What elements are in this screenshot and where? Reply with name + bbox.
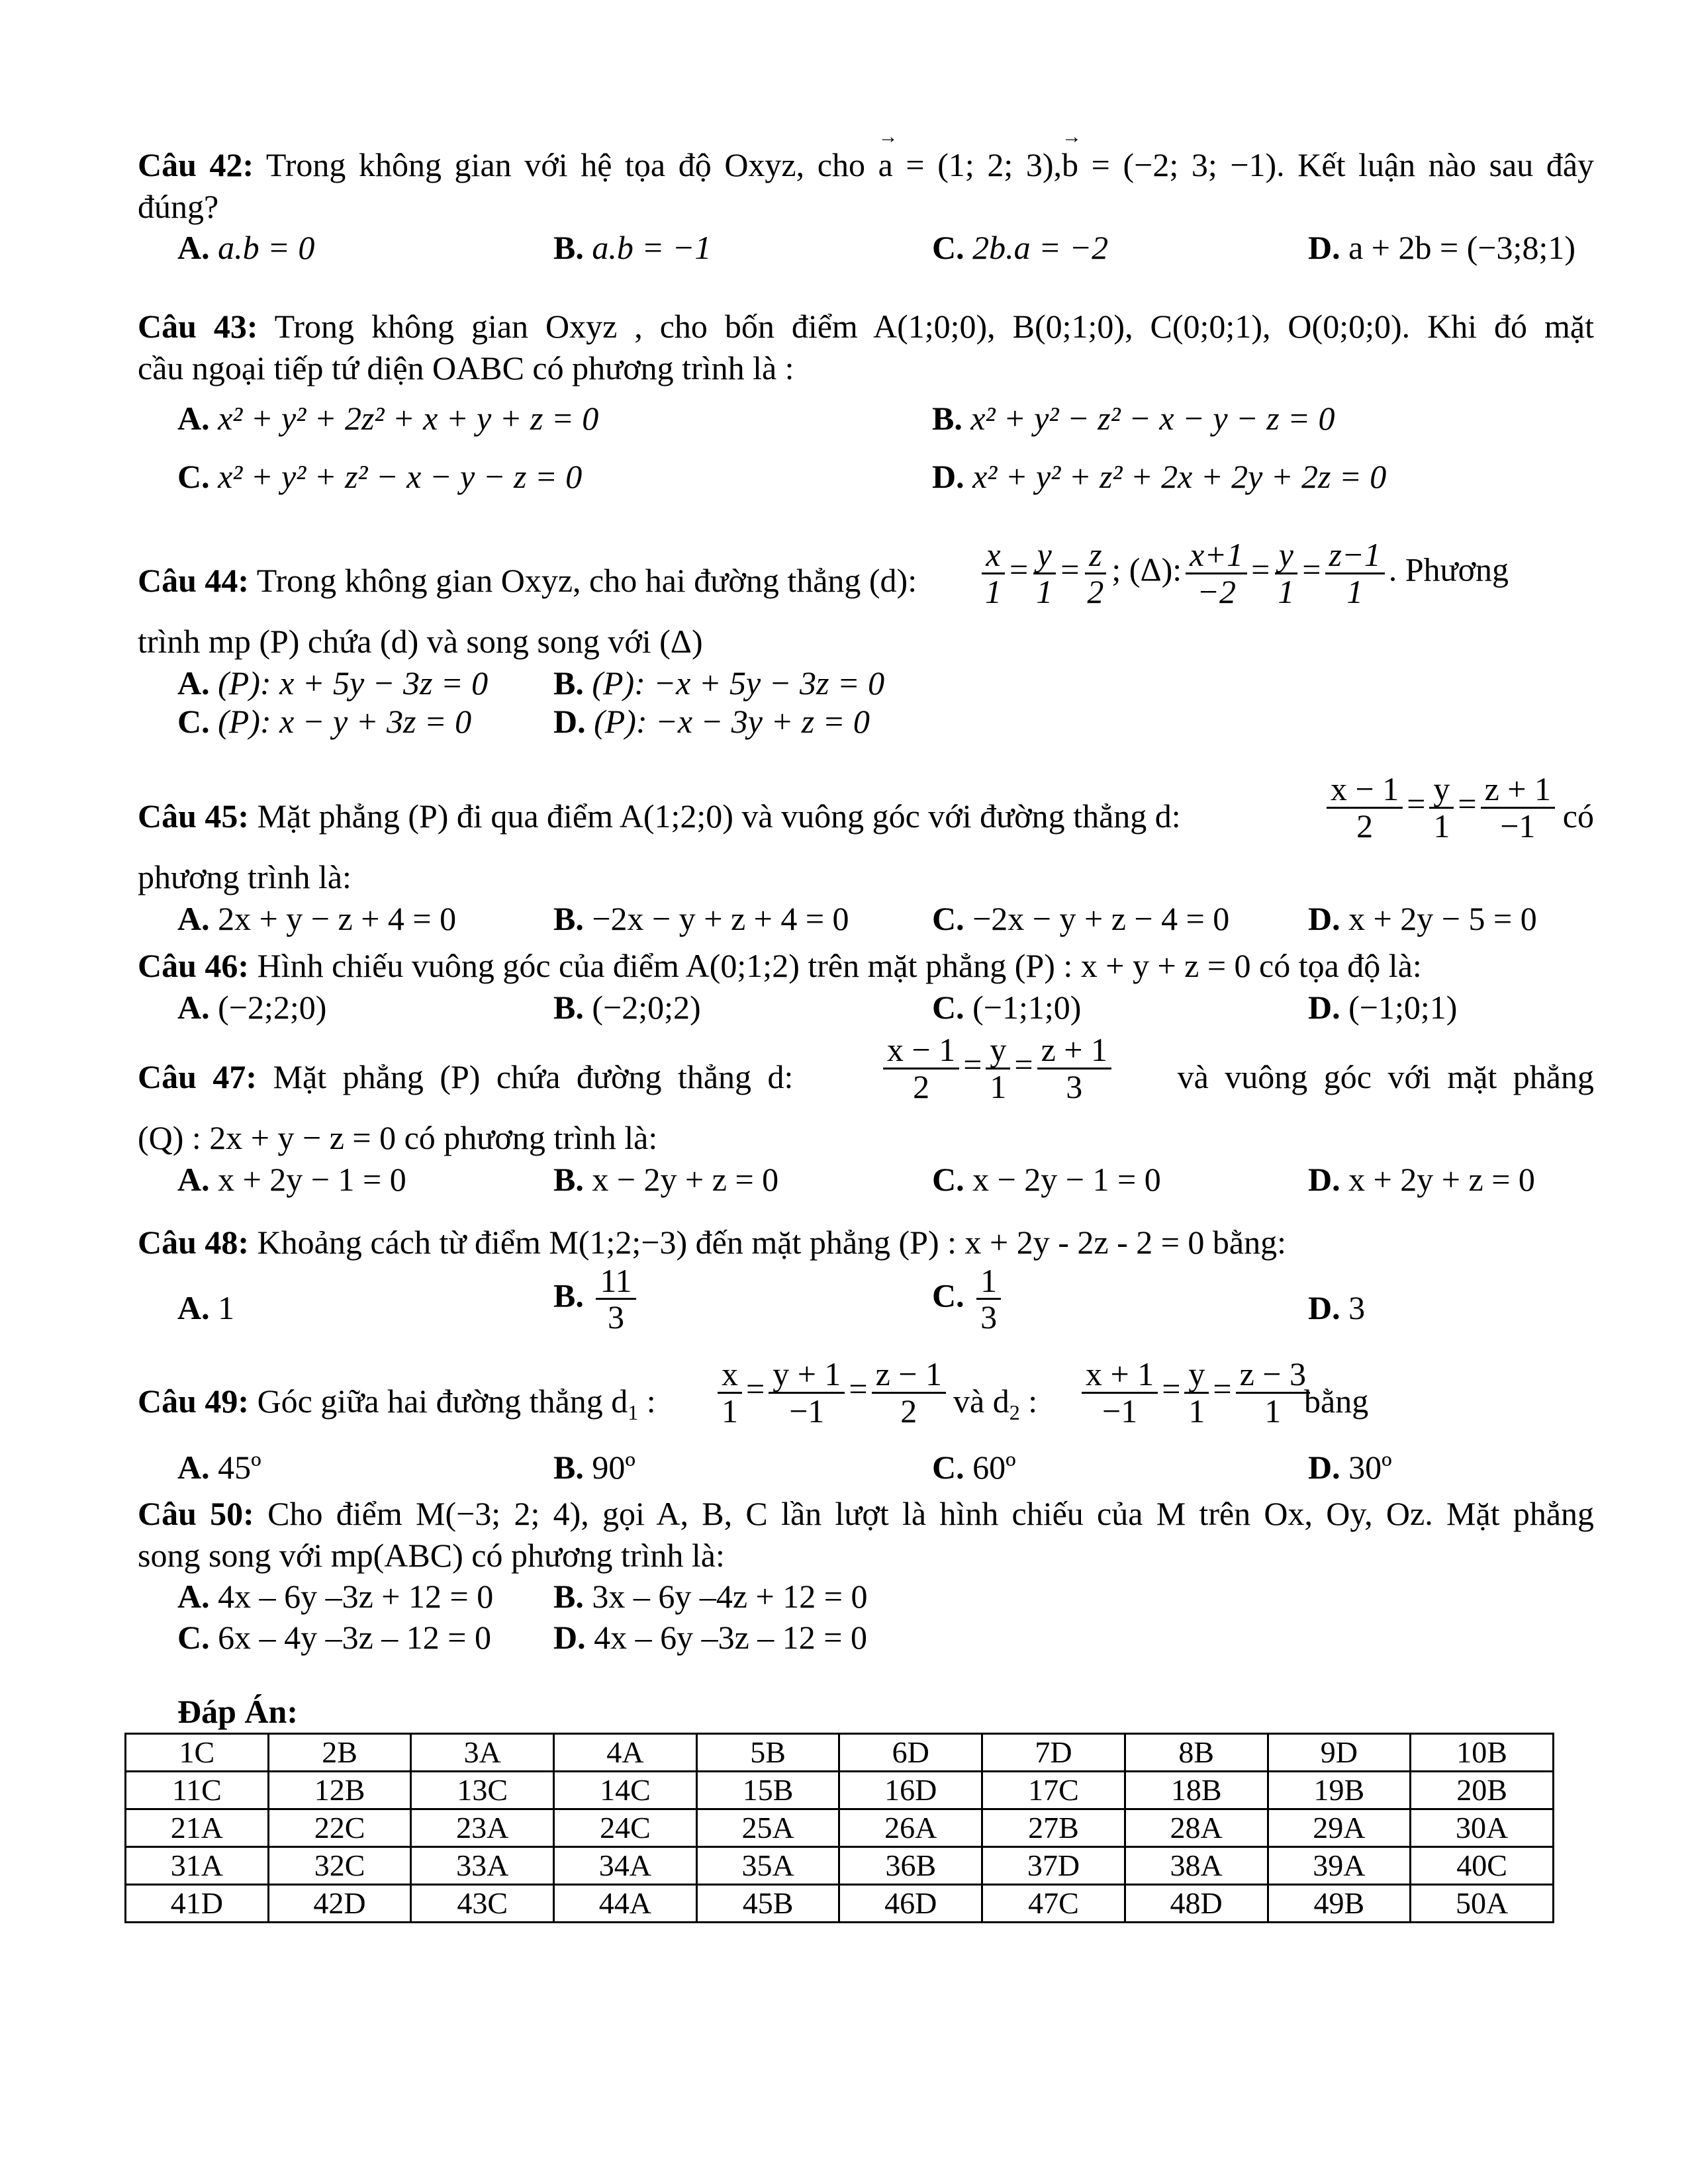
option-a[interactable]: A. a.b = 0 [177, 229, 315, 266]
answer-cell: 21A [126, 1809, 269, 1847]
question-text: Trong không gian Oxyz, cho hai đường thẳng (d): [256, 562, 917, 599]
question-44-line-1 [138, 537, 1594, 621]
answer-cell: 28A [1125, 1809, 1268, 1847]
option-c[interactable]: C. 6x – 4y –3z – 12 = 0 [177, 1619, 491, 1656]
question-48-line-1 [138, 1222, 1594, 1263]
option-a[interactable]: A. x² + y² + 2z² + x + y + z = 0 [177, 400, 599, 437]
answer-cell: 33A [411, 1847, 554, 1885]
option-d[interactable]: D. a + 2b = (−3;8;1) [1308, 229, 1575, 266]
option-a[interactable]: A. (P): x + 5y − 3z = 0 [177, 664, 489, 702]
question-number: Câu 48: [138, 1224, 250, 1261]
answer-cell: 48D [1125, 1885, 1268, 1923]
question-number: Câu 43: [138, 308, 258, 345]
fraction: $\frac{z + 1}{-1}$ [1481, 772, 1555, 843]
line-d-equation: $\frac{x - 1}{2}$ = $\frac{y}{1}$ = $\frac{z + 1}{-1}$ [1323, 772, 1559, 843]
answer-cell: 23A [411, 1809, 554, 1847]
fraction: $\frac{x+1}{-2}$ [1186, 537, 1247, 609]
question-43-line-1 [138, 306, 1594, 347]
options-row [138, 662, 1594, 701]
fraction: $\frac{11}{3}$ [596, 1263, 635, 1335]
answer-cell: 32C [268, 1847, 411, 1885]
answer-cell: 47C [982, 1885, 1125, 1923]
option-c[interactable]: C. 60º [932, 1449, 1016, 1486]
system-name: Oxyz [724, 146, 796, 183]
question-number: Câu 50: [138, 1495, 254, 1532]
answer-cell: 42D [268, 1885, 411, 1923]
answer-cell: 26A [839, 1809, 982, 1847]
question-48 [138, 1222, 1594, 1351]
answer-cell: 44A [554, 1885, 697, 1923]
options-row [138, 1441, 1594, 1486]
option-b[interactable]: B. (−2;0;2) [553, 988, 701, 1026]
table-row [126, 1772, 1554, 1809]
fraction: $\frac{x}{1}$ [981, 537, 1006, 609]
answer-cell: 37D [982, 1847, 1125, 1885]
question-number: Câu 42: [138, 146, 254, 183]
question-45-line-2: phương trình là: [138, 858, 352, 895]
line-d-equation: $\frac{x}{1}$ = $\frac{y}{1}$ = $\frac{z}{2}$ ; (Δ): $\frac{x+1}{-2}$ = $\frac{y}{1}$ = $\frac{z-1}{1}$ . Phương [977, 537, 1509, 609]
question-44 [138, 537, 1594, 739]
option-a[interactable]: A. (−2;2;0) [177, 988, 327, 1026]
option-c[interactable]: C. x² + y² + z² − x − y − z = 0 [177, 458, 583, 495]
answer-cell: 24C [554, 1809, 697, 1847]
option-b[interactable]: B. $\frac{11}{3}$ [553, 1263, 640, 1335]
fraction: $\frac{z-1}{1}$ [1325, 537, 1385, 609]
option-d[interactable]: D. x² + y² + z² + 2x + 2y + 2z = 0 [932, 458, 1387, 495]
options-row [138, 1576, 1594, 1617]
answer-cell: 14C [554, 1772, 697, 1809]
option-a[interactable]: A. x + 2y − 1 = 0 [177, 1160, 406, 1198]
question-text: có [1562, 797, 1594, 835]
answer-cell: 45B [696, 1885, 839, 1923]
answer-cell: 20B [1411, 1772, 1554, 1809]
answer-cell: 12B [268, 1772, 411, 1809]
answer-cell: 7D [982, 1734, 1125, 1772]
answer-cell: 17C [982, 1772, 1125, 1809]
question-text: Hình chiếu vuông góc của điểm A(0;1;2) trên mặt phẳng (P) : x + y + z = 0 có tọa độ là: [257, 947, 1422, 984]
answer-cell: 34A [554, 1847, 697, 1885]
question-text: Góc giữa hai đường thẳng [257, 1383, 603, 1420]
options-row [138, 227, 1594, 269]
answer-cell: 2B [268, 1734, 411, 1772]
answer-cell: 5B [696, 1734, 839, 1772]
question-number: Câu 49: [138, 1383, 250, 1420]
vector-b: → b [1062, 144, 1078, 186]
question-text: Trong không gian với hệ tọa độ [265, 146, 712, 183]
answer-key-table [124, 1733, 1554, 1923]
question-49 [138, 1355, 1594, 1486]
question-text: bằng [1304, 1383, 1369, 1420]
option-d[interactable]: D. (P): −x − 3y + z = 0 [553, 702, 870, 740]
question-text: Khoảng cách từ điểm M(1;2;−3) đến mặt phẳng (P) : x + 2y - 2z - 2 = 0 bằng: [257, 1224, 1286, 1261]
option-a[interactable]: A. 2x + y − z + 4 = 0 [177, 899, 457, 937]
option-b[interactable]: B. −2x − y + z + 4 = 0 [553, 899, 849, 937]
option-b[interactable]: B. a.b = −1 [553, 229, 712, 266]
answer-cell: 18B [1125, 1772, 1268, 1809]
answer-cell: 36B [839, 1847, 982, 1885]
fraction: $\frac{y}{1}$ [1274, 537, 1298, 609]
fraction: $\frac{y}{1}$ [1429, 772, 1454, 843]
question-number: Câu 46: [138, 947, 250, 984]
option-d[interactable]: D. x + 2y − 5 = 0 [1308, 899, 1537, 937]
option-d[interactable]: D. (−1;0;1) [1308, 988, 1458, 1026]
answer-cell: 3A [411, 1734, 554, 1772]
question-text: và vuông góc với mặt phẳng [1177, 1058, 1594, 1095]
question-text: . Kết luận nào sau đây [1276, 146, 1595, 183]
question-42-line-2: đúng? [138, 187, 219, 225]
answer-cell: 27B [982, 1809, 1125, 1847]
answer-cell: 19B [1268, 1772, 1411, 1809]
question-42 [138, 144, 1594, 269]
fraction: $\frac{x - 1}{2}$ [1327, 772, 1403, 843]
answer-cell: 22C [268, 1809, 411, 1847]
fraction: $\frac{x + 1}{-1}$ [1082, 1357, 1158, 1428]
option-c[interactable]: C. (P): x − y + 3z = 0 [177, 702, 472, 740]
question-number: Câu 47: [138, 1058, 258, 1095]
answer-cell: 30A [1411, 1809, 1554, 1847]
option-b[interactable]: B. x² + y² − z² − x − y − z = 0 [932, 400, 1335, 437]
fraction: $\frac{z + 1}{3}$ [1037, 1032, 1111, 1104]
fraction: $\frac{y + 1}{-1}$ [769, 1357, 845, 1428]
question-number: Câu 44: [138, 562, 250, 599]
answer-cell: 9D [1268, 1734, 1411, 1772]
question-45-line-1 [138, 772, 1594, 856]
question-50-line-1 [138, 1493, 1594, 1535]
fraction: $\frac{y}{1}$ [986, 1032, 1010, 1104]
answer-cell: 31A [126, 1847, 269, 1885]
vector-a: → a [878, 144, 893, 186]
question-47 [138, 1032, 1594, 1200]
question-text: , cho [796, 146, 865, 183]
answer-cell: 40C [1411, 1847, 1554, 1885]
option-b[interactable]: B. x − 2y + z = 0 [553, 1160, 779, 1198]
question-42-line-1 [138, 144, 1594, 186]
answer-cell: 49B [1268, 1885, 1411, 1923]
answer-cell: 29A [1268, 1809, 1411, 1847]
answer-cell: 8B [1125, 1734, 1268, 1772]
vector-b-value: = (−2; 3; −1) [1091, 146, 1277, 183]
question-47-line-2: (Q) : 2x + y − z = 0 có phương trình là: [138, 1119, 658, 1156]
answer-cell: 16D [839, 1772, 982, 1809]
question-47-line-1 [138, 1032, 1594, 1117]
fraction: $\frac{z - 1}{2}$ [872, 1357, 946, 1428]
answer-cell: 4A [554, 1734, 697, 1772]
option-d[interactable]: D. 3 [1308, 1289, 1366, 1326]
answer-cell: 10B [1411, 1734, 1554, 1772]
question-45 [138, 772, 1594, 939]
options-row [138, 898, 1594, 939]
option-c[interactable]: C. x − 2y − 1 = 0 [932, 1160, 1161, 1198]
option-c[interactable]: C. (−1;1;0) [932, 988, 1082, 1026]
answer-key-title: Đáp Án: [177, 1693, 298, 1730]
options-row [138, 1263, 1594, 1351]
option-d[interactable]: D. 4x – 6y –3z – 12 = 0 [553, 1619, 867, 1656]
table-row [126, 1734, 1554, 1772]
answer-cell: 35A [696, 1847, 839, 1885]
fraction: $\frac{1}{3}$ [976, 1263, 1001, 1335]
question-text: Mặt phẳng (P) đi qua điểm A(1;2;0) và vuông góc với đường thẳng d: [257, 797, 1181, 835]
options-row [138, 987, 1594, 1028]
option-b[interactable]: B. 3x – 6y –4z + 12 = 0 [553, 1578, 868, 1615]
line-d2-equation: $\frac{x + 1}{-1}$ = $\frac{y}{1}$ = $\frac{z - 3}{1}$ [1078, 1357, 1314, 1428]
line-d1-equation: $\frac{x}{1}$ = $\frac{y + 1}{-1}$ = $\frac{z - 1}{2}$ [714, 1357, 950, 1428]
question-46-line-1 [138, 945, 1594, 987]
option-c[interactable]: C. −2x − y + z − 4 = 0 [932, 899, 1230, 937]
table-row [126, 1809, 1554, 1847]
fraction: $\frac{y}{1}$ [1184, 1357, 1209, 1428]
table-row [126, 1885, 1554, 1923]
fraction: $\frac{y}{1}$ [1032, 537, 1056, 609]
question-43 [138, 306, 1594, 510]
options-row [138, 1159, 1594, 1200]
answer-cell: 43C [411, 1885, 554, 1923]
answer-cell: 41D [126, 1885, 269, 1923]
question-46 [138, 945, 1594, 1028]
fraction: $\frac{x - 1}{2}$ [883, 1032, 959, 1104]
answer-cell: 25A [696, 1809, 839, 1847]
options-row [138, 449, 1594, 510]
exam-page [138, 0, 1594, 2184]
option-d[interactable]: D. x + 2y + z = 0 [1308, 1160, 1535, 1198]
options-row [138, 1617, 1594, 1658]
question-number: Câu 45: [138, 797, 250, 835]
options-row [138, 701, 1594, 739]
option-a[interactable]: A. 45º [177, 1449, 261, 1486]
question-49-line-1: Câu 49: Góc giữa hai đường thẳng $d_1$ : $\frac{x}{1}$ = $\frac{y + 1}{-1}$ = $\frac{z - 1}{2}$ và $d_2$ : $\frac{x + 1}{-1}$ = $\frac{y}{1}$ = $\frac{z - 3}{1}$ bằng [138, 1355, 1369, 1430]
options-row [138, 388, 1594, 449]
fraction: $\frac{x}{1}$ [718, 1357, 742, 1428]
answer-cell: 11C [126, 1772, 269, 1809]
vector-a-value: = (1; 2; 3), [906, 146, 1062, 183]
option-b[interactable]: B. 90º [553, 1449, 635, 1486]
answer-cell: 39A [1268, 1847, 1411, 1885]
answer-cell: 46D [839, 1885, 982, 1923]
option-c[interactable]: C. 2b.a = −2 [932, 229, 1109, 266]
question-50 [138, 1493, 1594, 1658]
question-text: Mặt phẳng (P) chứa đường thẳng d: [273, 1058, 794, 1095]
question-text: Cho điểm M(−3; 2; 4), gọi A, B, C lần lượt là hình chiếu của M trên Ox, Oy, Oz. Mặt phẳng [267, 1495, 1595, 1532]
question-43-line-2: cầu ngoại tiếp tứ diện OABC có phương trình là : [138, 349, 794, 387]
table-row [126, 1847, 1554, 1885]
answer-cell: 38A [1125, 1847, 1268, 1885]
question-50-line-2: song song với mp(ABC) có phương trình là: [138, 1536, 725, 1574]
answer-cell: 50A [1411, 1885, 1554, 1923]
fraction: $\frac{z - 3}{1}$ [1236, 1357, 1310, 1428]
line-d-equation: $\frac{x - 1}{2}$ = $\frac{y}{1}$ = $\frac{z + 1}{3}$ [879, 1032, 1115, 1104]
answer-cell: 15B [696, 1772, 839, 1809]
question-text: Trong không gian Oxyz , cho bốn điểm A(1;0;0), B(0;1;0), C(0;0;1), O(0;0;0). Khi đó mặt [274, 308, 1594, 345]
option-c[interactable]: C. $\frac{1}{3}$ [932, 1263, 1005, 1335]
answer-cell: 13C [411, 1772, 554, 1809]
answer-cell: 6D [839, 1734, 982, 1772]
option-a[interactable]: A. 4x – 6y –3z + 12 = 0 [177, 1578, 494, 1615]
option-b[interactable]: B. (P): −x + 5y − 3z = 0 [553, 664, 885, 702]
option-d[interactable]: D. 30º [1308, 1449, 1392, 1486]
answer-cell: 1C [126, 1734, 269, 1772]
question-44-line-2: trình mp (P) chứa (d) và song song với (Δ) [138, 623, 703, 660]
option-a[interactable]: A. 1 [177, 1289, 235, 1326]
fraction: $\frac{z}{2}$ [1083, 537, 1107, 609]
